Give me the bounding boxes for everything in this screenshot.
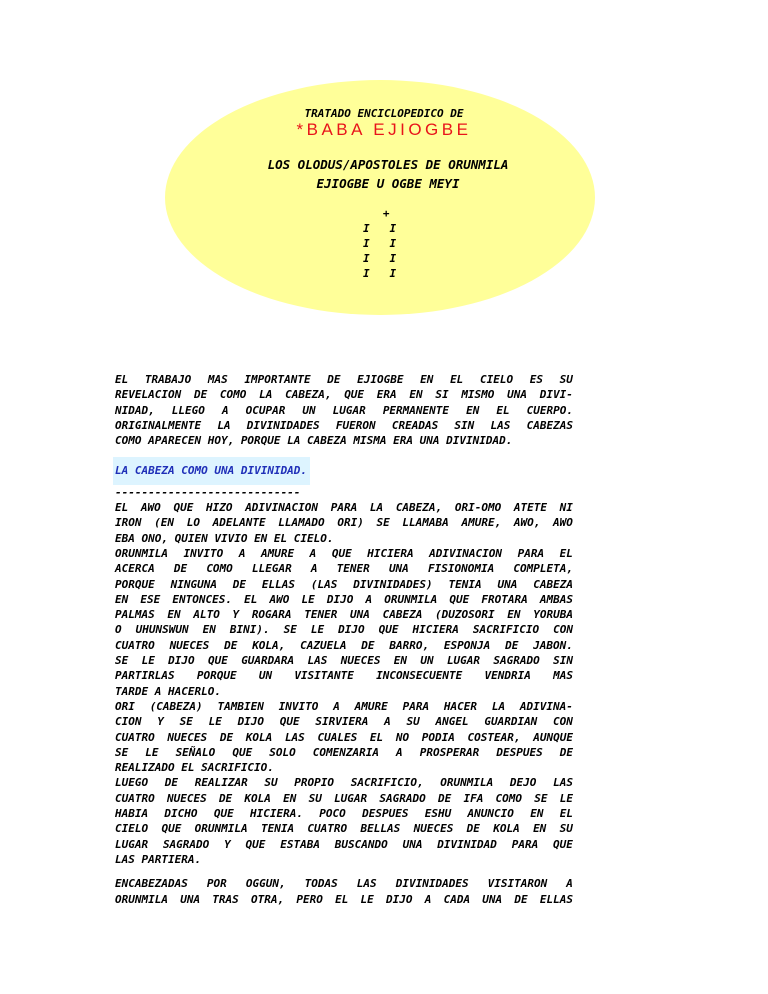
body-line: IRON (EN LO ADELANTE LLAMADO ORI) SE LLAMABA AMURE, AWO, AWO	[115, 516, 573, 530]
intro-line: EL TRABAJO MAS IMPORTANTE DE EJIOGBE EN EL CIELO ES SU	[115, 373, 573, 386]
subtitle-odu: EJIOGBE U OGBE MEYI	[316, 176, 460, 191]
intro-line: ORIGINALMENTE LA DIVINIDADES FUERON CREADAS SIN LAS CABEZAS	[115, 418, 573, 432]
subtitle-olodus: LOS OLODUS/APOSTOLES DE ORUNMILA	[267, 157, 509, 172]
section-heading: LA CABEZA COMO UNA DIVINIDAD.	[113, 457, 310, 484]
intro-paragraph	[115, 372, 573, 448]
section-rule: ----------------------------	[115, 485, 301, 499]
intro-line: NIDAD, LLEGO A OCUPAR UN LUGAR PERMANENTE EN EL CUERPO.	[115, 403, 573, 417]
intro-line: COMO APARECEN HOY, PORQUE LA CABEZA MISMA ERA UNA DIVINIDAD.	[115, 434, 513, 448]
body-line: EBA ONO, QUIEN VIVIO EN EL CIELO.	[115, 531, 334, 545]
body-line: O UHUNSWUN EN BINI). SE LE DIJO QUE HICIERA SACRIFICIO CON	[115, 623, 573, 637]
document-title: *BABA EJIOGBE	[296, 120, 472, 139]
document-body	[115, 372, 573, 907]
body-line: LAS PARTIERA.	[115, 852, 202, 866]
body-line: ENCABEZADAS POR OGGUN, TODAS LAS DIVINIDADES VISITARON A	[115, 877, 573, 891]
body-line: CUATRO NUECES DE KOLA LAS CUALES EL NO PODIA COSTEAR, AUNQUE	[115, 730, 573, 744]
body-paragraph	[115, 500, 573, 867]
body-line: LUGAR SAGRADO Y QUE ESTABA BUSCANDO UNA DIVINIDAD PARA QUE	[115, 837, 573, 851]
body-line: ORI (CABEZA) TAMBIEN INVITO A AMURE PARA HACER LA ADIVINA-	[115, 699, 573, 713]
body-line: EN ESE ENTONCES. EL AWO LE DIJO A ORUNMILA QUE FROTARA AMBAS	[115, 592, 573, 606]
body-line: LUEGO DE REALIZAR SU PROPIO SACRIFICIO, ORUNMILA DEJO LAS	[115, 776, 573, 790]
pre-title: TRATADO ENCICLOPEDICO DE	[304, 107, 464, 120]
body-line: CUATRO NUECES DE KOLA EN SU LUGAR SAGRADO DE IFA COMO SE LE	[115, 791, 573, 805]
body-line: CUATRO NUECES DE KOLA, CAZUELA DE BARRO, ESPONJA DE JABON.	[115, 638, 573, 652]
body-line: ACERCA DE COMO LLEGAR A TENER UNA FISIONOMIA COMPLETA,	[115, 562, 573, 576]
body-line: REALIZADO EL SACRIFICIO.	[115, 761, 274, 775]
body-line: TARDE A HACERLO.	[115, 684, 221, 698]
body-line: PARTIRLAS PORQUE UN VISITANTE INCONSECUENTE VENDRIA MAS	[115, 669, 573, 683]
body-line: ORUNMILA INVITO A AMURE A QUE HICIERA ADIVINACION PARA EL	[115, 546, 573, 560]
body-line: CION Y SE LE DIJO QUE SIRVIERA A SU ANGEL GUARDIAN CON	[115, 715, 573, 729]
intro-line: REVELACION DE COMO LA CABEZA, QUE ERA EN SI MISMO UNA DIVI-	[115, 388, 573, 402]
body-line: HABIA DICHO QUE HICIERA. POCO DESPUES ESHU ANUNCIO EN EL	[115, 807, 573, 821]
tail-paragraph	[115, 876, 573, 907]
odu-sign: + I I I I I I I I	[363, 207, 397, 280]
body-line: EL AWO QUE HIZO ADIVINACION PARA LA CABEZA, ORI-OMO ATETE NI	[115, 501, 573, 515]
body-line: PORQUE NINGUNA DE ELLAS (LAS DIVINIDADES) TENIA UNA CABEZA	[115, 577, 573, 591]
body-line: ORUNMILA UNA TRAS OTRA, PERO EL LE DIJO A CADA UNA DE ELLAS	[115, 892, 573, 906]
body-line: SE LE DIJO QUE GUARDARA LAS NUECES EN UN LUGAR SAGRADO SIN	[115, 654, 573, 668]
body-line: SE LE SEÑALO QUE SOLO COMENZARIA A PROSPERAR DESPUES DE	[115, 745, 573, 759]
body-line: CIELO QUE ORUNMILA TENIA CUATRO BELLAS NUECES DE KOLA EN SU	[115, 822, 573, 836]
body-line: PALMAS EN ALTO Y ROGARA TENER UNA CABEZA (DUZOSORI EN YORUBA	[115, 608, 573, 622]
